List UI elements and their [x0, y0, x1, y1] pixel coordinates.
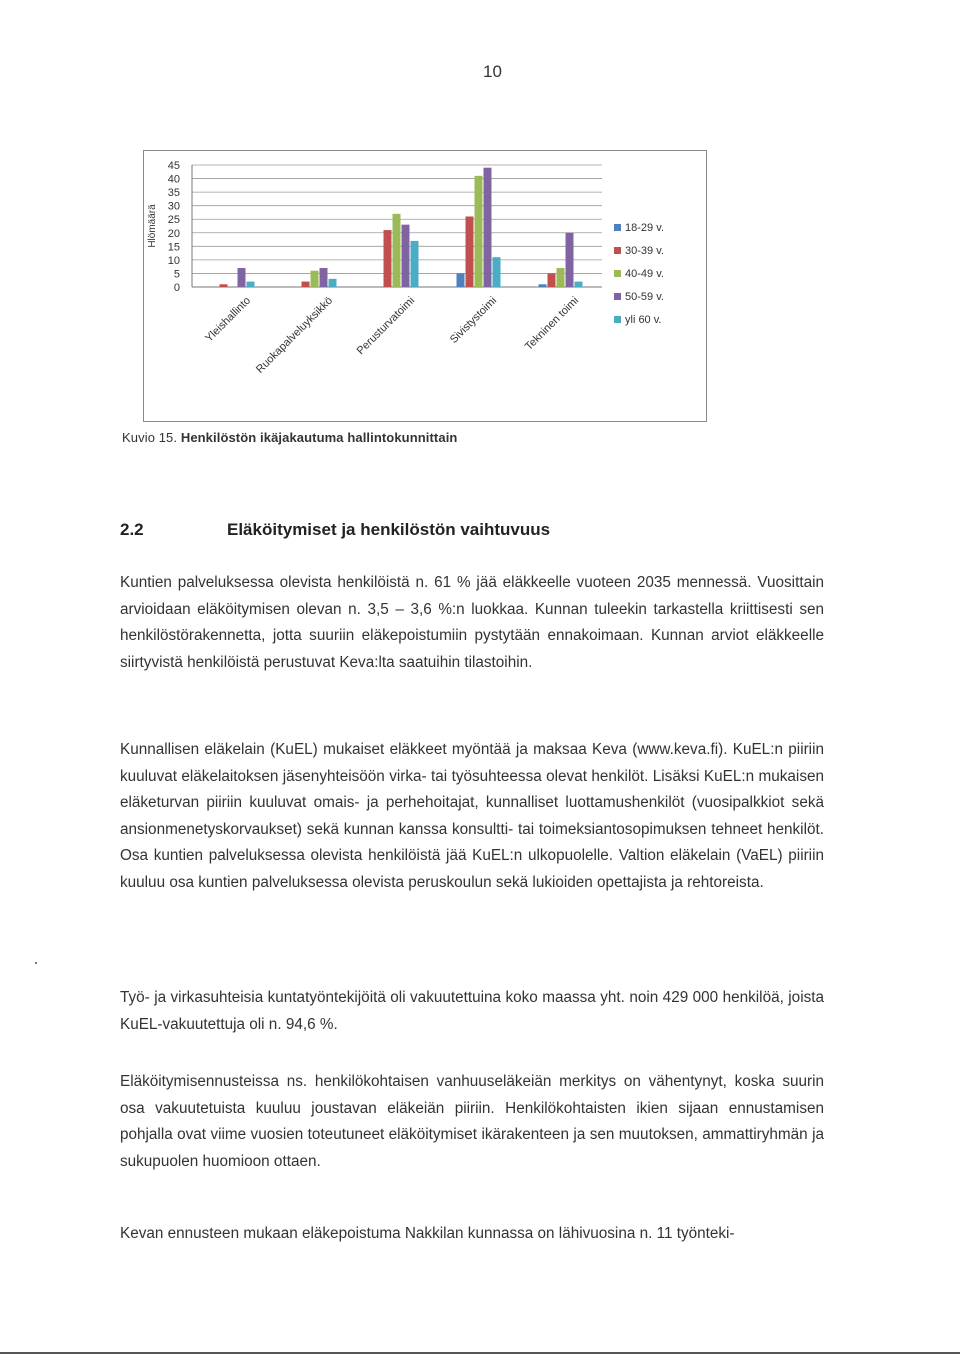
- bar: [457, 273, 465, 287]
- bar: [384, 230, 392, 287]
- paragraph-insured-count: Työ- ja virkasuhteisia kuntatyöntekijöitä oli vakuutettuina koko maassa yht. noin 429 000 henkilöä, joista KuEL-vakuutettuja oli n. 94,6 %.: [120, 989, 824, 1033]
- page-number: 10: [483, 62, 502, 81]
- bar: [220, 284, 228, 287]
- y-tick-label: 40: [167, 173, 180, 186]
- legend-swatch: [614, 270, 621, 277]
- y-tick-label: 35: [167, 187, 180, 200]
- figure-caption-text: Henkilöstön ikäjakautuma hallintokunnittain: [180, 430, 458, 445]
- legend-label: 30-39 v.: [625, 245, 664, 257]
- bar: [493, 257, 501, 287]
- bar: [411, 241, 419, 287]
- bar: [402, 225, 410, 287]
- bar: [575, 282, 583, 287]
- bar: [238, 268, 246, 287]
- paragraph-keva-forecast: Kevan ennusteen mukaan eläkepoistuma Nakkilan kunnassa on lähivuosina n. 11 työnteki-: [120, 1225, 735, 1242]
- section-title: Eläköitymiset ja henkilöstön vaihtuvuus: [227, 520, 551, 539]
- figure-caption: [122, 430, 457, 445]
- x-tick-label: Perusturvatoimi: [354, 294, 418, 358]
- bar: [393, 214, 401, 287]
- bar: [557, 268, 565, 287]
- figure-caption-lead: Kuvio 15.: [122, 430, 178, 445]
- x-tick-label: Yleishallinto: [203, 294, 254, 345]
- y-tick-label: 0: [173, 282, 180, 294]
- bar: [320, 268, 328, 287]
- paragraph-retirement-forecast: Kuntien palveluksessa olevista henkilöistä n. 61 % jää eläkkeelle vuoteen 2035 mennessä. Vuosittain arvioidaan eläköitymisen olevan n. 3,5 – 3,6 %:n luokkaa. Kunnan tuleekin tarkastella kriittisesti sen henkilöstörakennetta, jotta suuriin eläkepoistumiin pystytään ennakoimaan. Kunnan arviot eläkkeelle siirtyvistä henkilöistä perustuvat Keva:lta saatuihin tilastoihin.: [120, 574, 824, 671]
- legend-swatch: [614, 316, 621, 323]
- legend-swatch: [614, 247, 621, 254]
- legend-label: yli 60 v.: [625, 314, 662, 326]
- age-distribution-chart: [143, 150, 707, 422]
- x-tick-label: Tekninen toimi: [522, 294, 582, 353]
- bar: [475, 176, 483, 287]
- legend-label: 18-29 v.: [625, 222, 664, 234]
- bar: [247, 282, 255, 287]
- y-tick-label: 5: [173, 268, 180, 281]
- y-tick-label: 30: [167, 200, 180, 213]
- y-axis-label: Hlömäärä: [147, 204, 158, 248]
- bar: [484, 168, 492, 287]
- x-tick-label: Ruokapalveluyksikkö: [254, 294, 336, 376]
- section-heading: [120, 520, 820, 540]
- bar: [466, 217, 474, 287]
- y-tick-label: 25: [167, 214, 180, 227]
- bar: [566, 233, 574, 287]
- bar: [329, 279, 337, 287]
- x-tick-label: Sivistystoimi: [447, 294, 500, 346]
- legend-label: 50-59 v.: [625, 291, 664, 303]
- paragraph-kuel-pension: Kunnallisen eläkelain (KuEL) mukaiset eläkkeet myöntää ja maksaa Keva (www.keva.fi). KuEL:n piiriin kuuluvat eläkelaitoksen jäsenyhteisöön virka- tai työsuhteessa olevat henkilöt. Lisäksi KuEL:n mukaisen eläketurvan piiriin kuuluvat omais- ja perhehoitajat, kunnalliset luottamushenkilöt (vuosipalkkiot sekä ansionmenetyskorvaukset) sekä kunnan kanssa konsultti- tai toimeksiantosopimuksen tehneet henkilöt. Osa kuntien palveluksessa olevista henkilöistä jää KuEL:n ulkopuolelle. Valtion eläkelain (VaEL) piiriin kuuluu osa kuntien palveluksessa olevista peruskoulun sekä lukioiden opettajista ja rehtoreista.: [120, 741, 824, 891]
- legend-swatch: [614, 293, 621, 300]
- page-bottom-edge: [0, 1352, 960, 1354]
- y-tick-label: 10: [167, 254, 180, 267]
- bar: [539, 284, 547, 287]
- y-tick-label: 15: [167, 241, 180, 254]
- paragraph-retirement-age: Eläköitymisennusteissa ns. henkilökohtaisen vanhuuseläkeiän merkitys on vähentynyt, koska suurin osa vakuutetuista kuuluu joustavan eläkeiän piiriin. Henkilökohtaisten ikien sijaan ennustamisen pohjalla ovat viime vuosien toteutuneet eläköitymiset ikärakenteen ja sen muutoksen, ammattiryhmän ja sukupuolen huomioon ottaen.: [120, 1073, 824, 1170]
- section-number: 2.2: [120, 520, 144, 539]
- bar: [548, 273, 556, 287]
- y-tick-label: 45: [167, 160, 180, 172]
- chart-canvas: [144, 151, 706, 421]
- legend-label: 40-49 v.: [625, 268, 664, 280]
- legend-swatch: [614, 224, 621, 231]
- bar: [302, 282, 310, 287]
- scan-speck: [35, 962, 37, 964]
- y-tick-label: 20: [167, 227, 180, 240]
- bar: [311, 271, 319, 287]
